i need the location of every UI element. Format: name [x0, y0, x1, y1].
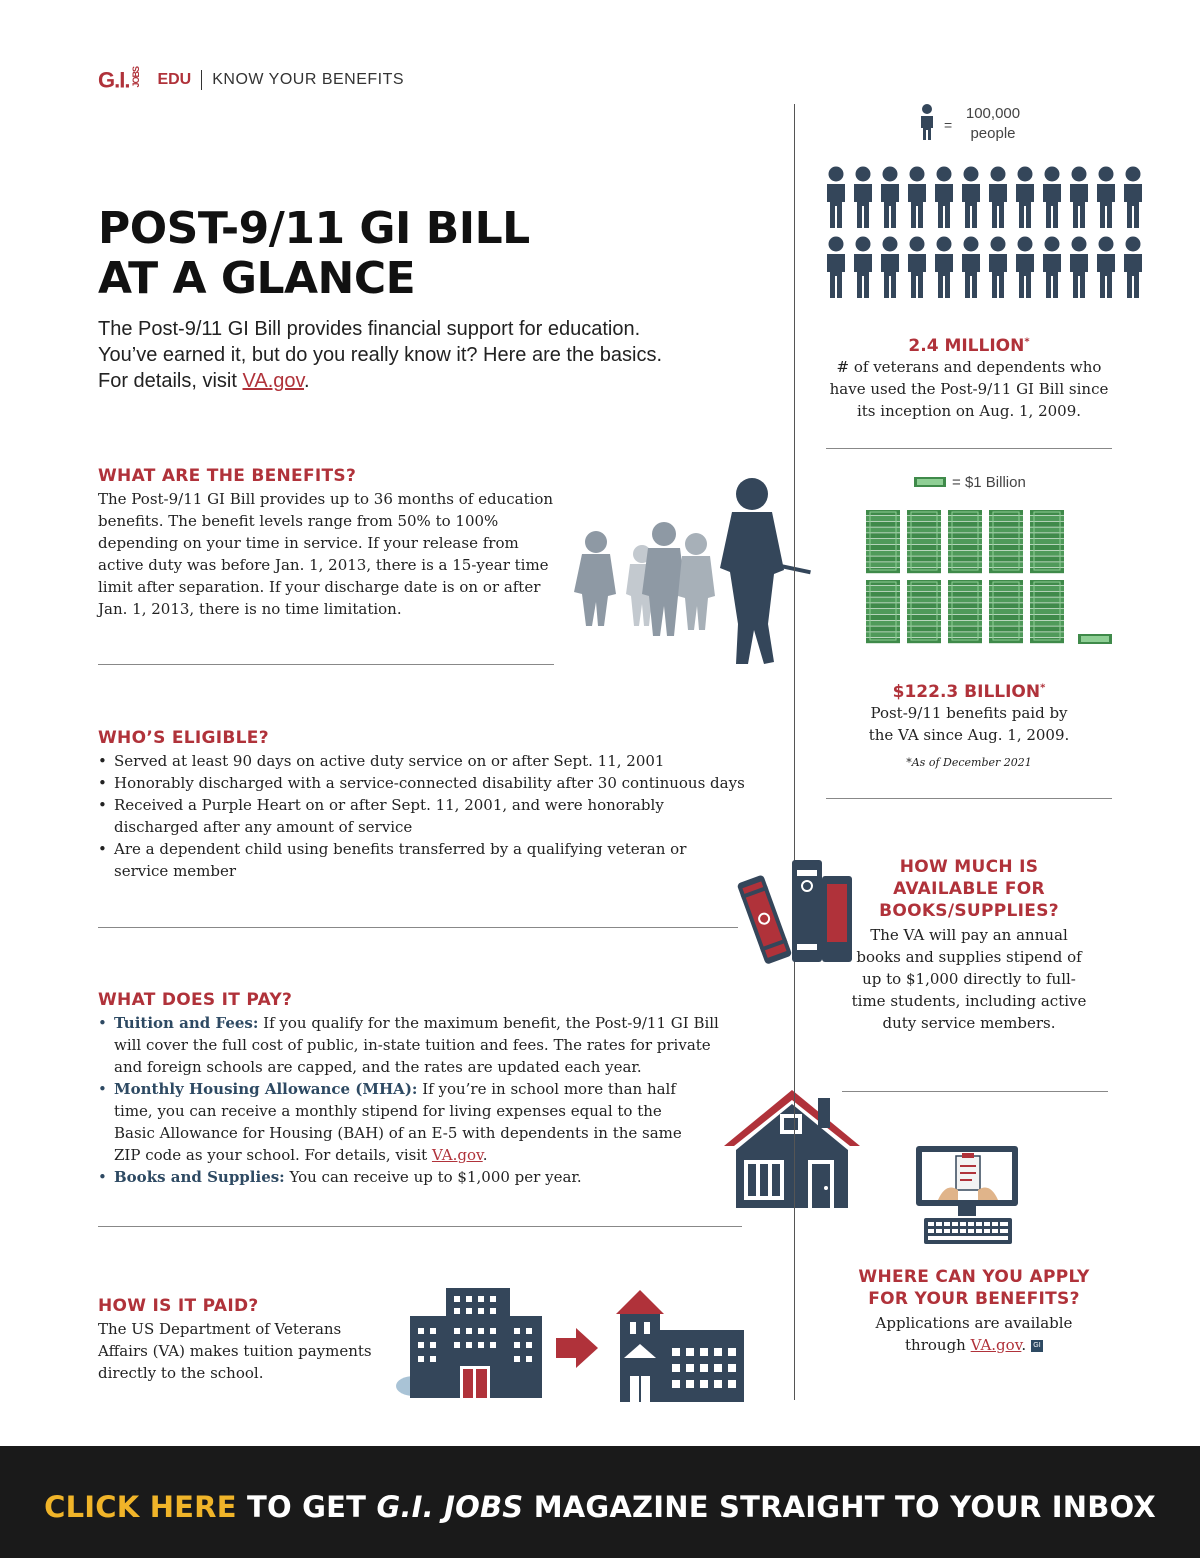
apply-section — [830, 1266, 1118, 1356]
header-divider — [201, 70, 202, 90]
money-stat-value: $122.3 BILLION* — [892, 682, 1046, 702]
person-icon — [935, 167, 953, 229]
people-legend — [956, 104, 1030, 144]
person-icon — [1043, 167, 1061, 229]
person-icon — [962, 237, 980, 299]
tuition-text: If you qualify for the maximum benefit, the Post-9/11 GI Bill will cover the full cost of public, in-state tuition and fees. The rates for private and foreign schools are capped, and the rates are updated each year. — [114, 1014, 719, 1076]
list-item: • Honorably discharged with a service-connected disability after 30 continuous days — [98, 772, 788, 794]
payment-body: The US Department of Veterans Affairs (VA) makes tuition payments directly to the school. — [98, 1320, 372, 1382]
list-item: • Received a Purple Heart on or after Sept. 11, 2001, and were honorably discharged after any amount of service — [98, 794, 684, 838]
footer-text-2: MAGAZINE STRAIGHT TO YOUR INBOX — [523, 1490, 1156, 1524]
money-stack-icon — [948, 510, 982, 573]
list-item: • Served at least 90 days on active duty service on or after Sept. 11, 2001 — [98, 750, 788, 772]
money-stat-note: *As of December 2021 — [906, 756, 1032, 769]
person-icon — [1097, 167, 1115, 229]
money-stack-icon — [948, 580, 982, 643]
person-icon — [1124, 167, 1142, 229]
books-heading: HOW MUCH IS AVAILABLE FOR BOOKS/SUPPLIES? — [879, 857, 1059, 921]
house-icon — [718, 1084, 866, 1214]
click-here-link[interactable]: CLICK HERE — [44, 1490, 237, 1524]
person-icon — [989, 237, 1007, 299]
benefits-section — [98, 466, 558, 620]
person-icon — [1043, 237, 1061, 299]
person-icon — [989, 167, 1007, 229]
magazine-name: G.I. JOBS — [376, 1490, 524, 1524]
money-pictogram-svg — [866, 510, 1116, 650]
money-stack-icon — [866, 580, 900, 643]
pay-heading: WHAT DOES IT PAY? — [98, 990, 293, 1010]
money-stack-icon — [914, 476, 946, 488]
books-term: Books and Supplies: — [114, 1168, 285, 1186]
person-icon — [908, 237, 926, 299]
payment-heading: HOW IS IT PAID? — [98, 1296, 259, 1316]
tuition-term: Tuition and Fees: — [114, 1014, 259, 1032]
person-icon — [881, 237, 899, 299]
people-pictogram — [824, 166, 1154, 302]
va-gov-link[interactable]: VA.gov — [431, 1146, 483, 1164]
person-icon — [881, 167, 899, 229]
books-text: You can receive up to $1,000 per year. — [284, 1168, 582, 1186]
person-icon — [908, 167, 926, 229]
money-stack-icon — [1030, 510, 1064, 573]
person-icon — [1097, 237, 1115, 299]
apply-text: Applications are available through — [875, 1314, 1073, 1354]
money-stack-icon — [1030, 580, 1064, 643]
housing-text: If you’re in school more than half time, you can receive a monthly stipend for living expenses equal to the Basic Allowance for Housing (BAH) of an E-5 with dependents in the same ZIP code as your school. For details, visit — [114, 1080, 682, 1164]
payment-section — [98, 1296, 388, 1384]
eligibility-section — [98, 728, 788, 882]
person-icon — [962, 167, 980, 229]
title-line-1: POST-9/11 GI BILL — [98, 203, 530, 254]
person-icon — [827, 167, 845, 229]
divider — [98, 664, 554, 665]
people-pictogram-svg — [824, 166, 1154, 302]
money-stack-icon — [989, 580, 1023, 643]
column-divider — [794, 104, 795, 1400]
person-icon — [1070, 167, 1088, 229]
money-legend — [952, 474, 1026, 491]
money-stack-icon — [907, 510, 941, 573]
person-icon — [1070, 237, 1088, 299]
arrow-right-icon — [554, 1326, 600, 1370]
money-pictogram — [866, 510, 1116, 650]
benefits-heading: WHAT ARE THE BENEFITS? — [98, 466, 357, 486]
housing-end: . — [482, 1146, 488, 1164]
header-tagline: KNOW YOUR BENEFITS — [212, 71, 405, 88]
gi-end-mark: GI — [1031, 1340, 1043, 1352]
intro-end: . — [304, 370, 310, 392]
person-icon — [935, 237, 953, 299]
va-gov-link[interactable]: VA.gov — [970, 1336, 1022, 1354]
apply-end: . — [1021, 1336, 1027, 1354]
eligibility-list — [98, 750, 788, 882]
money-stack-icon — [907, 580, 941, 643]
books-section — [840, 856, 1098, 1034]
people-legend-unit: people — [970, 125, 1016, 142]
pay-section — [98, 990, 738, 1188]
people-stat-value: 2.4 MILLION* — [908, 336, 1030, 356]
people-stat-desc: # of veterans and dependents who have used the Post-9/11 GI Bill since its inception on Aug. 1, 2009. — [829, 358, 1109, 420]
footer-cta[interactable] — [0, 1490, 1200, 1524]
person-icon — [1124, 237, 1142, 299]
money-stack-icon — [866, 510, 900, 573]
list-item — [98, 1078, 704, 1166]
money-legend-value: $1 Billion — [964, 474, 1026, 491]
money-stat — [820, 682, 1118, 769]
person-icon — [854, 167, 872, 229]
footer-banner[interactable] — [0, 1446, 1200, 1558]
divider — [98, 1226, 742, 1227]
money-stack-icon — [989, 510, 1023, 573]
person-icon — [1016, 167, 1034, 229]
pay-list — [98, 1012, 738, 1188]
benefits-body: The Post-9/11 GI Bill provides up to 36 months of education benefits. The benefit levels range from 50% to 100% depending on your time in service. If your release from active duty was before Jan. 1, 2013, there is a 15-year time limit after separation. If your discharge date is on or after Jan. 1, 2013, there is no time limitation. — [98, 490, 554, 618]
apply-heading: WHERE CAN YOU APPLY FOR YOUR BENEFITS? — [858, 1267, 1090, 1309]
money-bill-icon — [1078, 634, 1112, 644]
list-item — [98, 1012, 738, 1078]
list-item — [98, 1166, 738, 1188]
divider — [98, 927, 738, 928]
eligibility-heading: WHO’S ELIGIBLE? — [98, 728, 269, 748]
apply-body — [864, 1312, 1084, 1356]
money-legend-equals: = — [952, 474, 961, 491]
school-building-icon — [606, 1288, 746, 1402]
intro-text: The Post-9/11 GI Bill provides financial support for education. You’ve earned it, but do you really know it? Here are the basics. For details, visit — [98, 318, 663, 392]
books-body: The VA will pay an annual books and supplies stipend of up to $1,000 directly to full-time students, including active duty service members. — [851, 926, 1087, 1032]
person-icon — [1016, 237, 1034, 299]
housing-term: Monthly Housing Allowance (MHA): — [114, 1080, 418, 1098]
soldiers-silhouette-icon — [556, 470, 816, 670]
title-line-2: AT A GLANCE — [98, 253, 416, 304]
people-legend-value: 100,000 — [965, 105, 1021, 122]
person-icon — [854, 237, 872, 299]
bank-building-icon — [396, 1286, 556, 1402]
gi-jobs-logo[interactable]: G.I. JOBS — [98, 66, 142, 93]
va-gov-link[interactable]: VA.gov — [242, 370, 305, 392]
people-stat — [820, 336, 1118, 422]
person-icon — [827, 237, 845, 299]
money-stat-desc: Post-9/11 benefits paid by the VA since Aug. 1, 2009. — [868, 704, 1070, 744]
divider — [826, 798, 1112, 799]
legend-equals: = — [944, 117, 953, 133]
page-title — [98, 204, 658, 304]
divider — [842, 1091, 1108, 1092]
computer-application-icon — [914, 1144, 1022, 1248]
list-item: • Are a dependent child using benefits transferred by a qualifying veteran or service member — [98, 838, 704, 882]
divider — [826, 448, 1112, 449]
section-label[interactable]: EDU — [157, 71, 192, 88]
intro-paragraph — [98, 316, 688, 394]
page-header — [98, 66, 404, 94]
footer-text-1: TO GET — [236, 1490, 377, 1524]
person-icon — [918, 104, 936, 140]
